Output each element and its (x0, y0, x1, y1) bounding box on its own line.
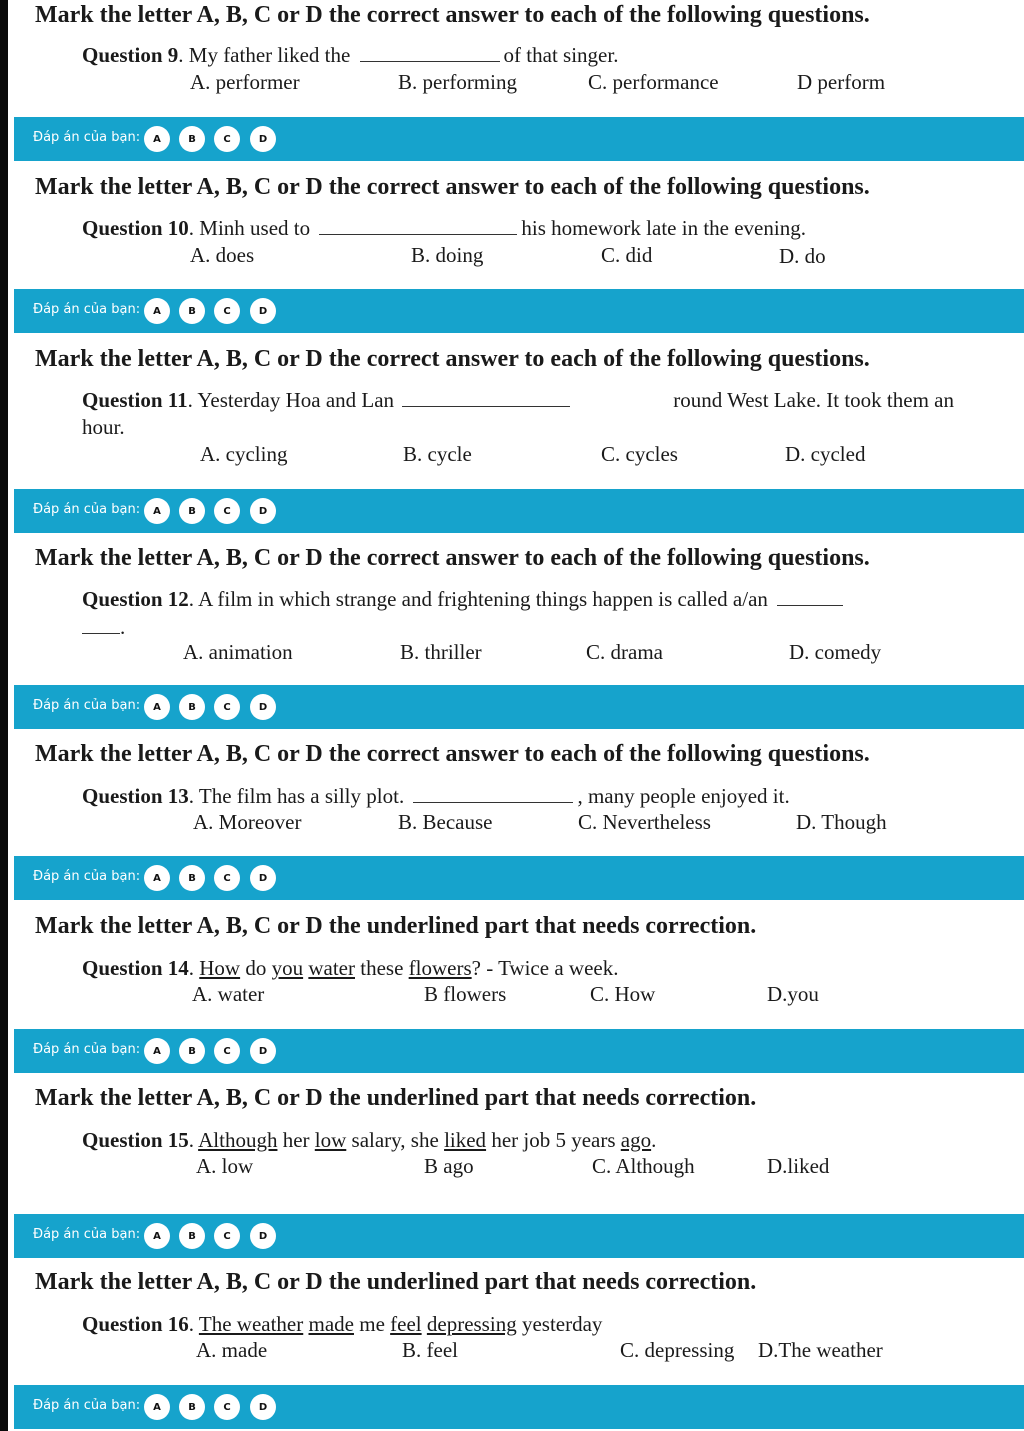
choice-d-button[interactable]: D (250, 694, 276, 720)
choice-d-button[interactable]: D (250, 298, 276, 324)
question-stem-end: , many people enjoyed it. (577, 784, 790, 808)
underlined-part: depressing (426, 1312, 517, 1336)
choice-c-button[interactable]: C (214, 694, 240, 720)
option-c: C. cycles (601, 442, 678, 466)
question-stem: . A film in which strange and frightening things happen is called a/an (188, 587, 768, 611)
choice-d-button[interactable]: D (250, 865, 276, 891)
instruction: Mark the letter A, B, C or D the underlined part that needs correction. (35, 1269, 757, 1295)
option-d: D. cycled (785, 442, 866, 466)
option-d: D perform (797, 70, 886, 94)
choice-c-button[interactable]: C (214, 1394, 240, 1420)
question-text (82, 216, 806, 241)
question-number: Question 10 (82, 216, 189, 240)
underlined-part: flowers (408, 956, 472, 980)
option-d: D. do (779, 244, 826, 268)
option-d: D.liked (767, 1154, 830, 1178)
question-word: these (360, 956, 404, 980)
question-stem: . Minh used to (188, 216, 311, 240)
answer-label: Đáp án của bạn: (33, 302, 141, 317)
question-word: her (282, 1128, 310, 1152)
answer-label: Đáp án của bạn: (33, 130, 141, 145)
answer-bar (14, 1214, 1024, 1258)
answer-label: Đáp án của bạn: (33, 869, 141, 884)
option-a: A. does (190, 243, 255, 267)
option-c: C. did (601, 243, 653, 267)
question-text: Question 15. Although her low salary, she liked her job 5 years ago. (82, 1128, 657, 1152)
underlined-part: Although (198, 1128, 278, 1152)
question-text: Question 14. How do you water these flowers? - Twice a week. (82, 956, 619, 980)
question-number: Question 11 (82, 388, 188, 412)
underlined-part: you (271, 956, 304, 980)
choice-b-button[interactable]: B (179, 298, 205, 324)
choice-b-button[interactable]: B (179, 1223, 205, 1249)
instruction: Mark the letter A, B, C or D the underlined part that needs correction. (35, 913, 757, 939)
choice-d-button[interactable]: D (250, 1394, 276, 1420)
choice-d-button[interactable]: D (250, 1223, 276, 1249)
answer-bar (14, 489, 1024, 533)
option-b: B. doing (411, 243, 484, 267)
option-a: A. made (196, 1338, 268, 1362)
question-stem: . Yesterday Hoa and Lan (187, 388, 395, 412)
answer-bar (14, 117, 1024, 161)
answer-bar (14, 289, 1024, 333)
question-stem-end: yesterday (521, 1312, 603, 1336)
answer-bar (14, 856, 1024, 900)
choice-c-button[interactable]: C (214, 498, 240, 524)
option-d: D. comedy (789, 640, 882, 664)
choice-a-button[interactable]: A (144, 865, 170, 891)
question-number: Question 9 (82, 43, 179, 67)
question-number: Question 16 (82, 1312, 189, 1336)
question-stem-end: ? - Twice a week. (471, 956, 619, 980)
question-text (82, 784, 790, 809)
choice-b-button[interactable]: B (179, 1038, 205, 1064)
option-a: A. cycling (200, 442, 288, 466)
option-a: A. animation (183, 640, 293, 664)
choice-b-button[interactable]: B (179, 126, 205, 152)
choice-a-button[interactable]: A (144, 298, 170, 324)
choice-d-button[interactable]: D (250, 1038, 276, 1064)
choice-d-button[interactable]: D (250, 498, 276, 524)
option-a: A. Moreover (193, 810, 302, 834)
instruction: Mark the letter A, B, C or D the underlined part that needs correction. (35, 1085, 757, 1111)
question-number: Question 15 (82, 1128, 189, 1152)
question-number: Question 13 (82, 784, 189, 808)
option-c: C. Although (592, 1154, 695, 1178)
option-b: B. performing (398, 70, 517, 94)
option-b: B. Because (398, 810, 493, 834)
answer-blank (402, 405, 570, 407)
choice-a-button[interactable]: A (144, 1394, 170, 1420)
option-b: B. feel (402, 1338, 458, 1362)
underlined-part: made (308, 1312, 354, 1336)
question-stem-end: . (651, 1128, 657, 1152)
option-d: D.you (767, 982, 819, 1006)
choice-b-button[interactable]: B (179, 498, 205, 524)
instruction: Mark the letter A, B, C or D the correct answer to each of the following questions. (35, 174, 870, 200)
instruction: Mark the letter A, B, C or D the correct answer to each of the following questions. (35, 346, 870, 372)
question-number: Question 14 (82, 956, 189, 980)
underlined-part: How (199, 956, 241, 980)
question-stem: . The film has a silly plot. (188, 784, 405, 808)
underlined-part: feel (390, 1312, 422, 1336)
choice-a-button[interactable]: A (144, 498, 170, 524)
left-edge (0, 0, 8, 1431)
answer-blank (777, 604, 843, 606)
question-word: salary, she (351, 1128, 439, 1152)
choice-d-button[interactable]: D (250, 126, 276, 152)
choice-c-button[interactable]: C (214, 865, 240, 891)
choice-a-button[interactable]: A (144, 1038, 170, 1064)
choice-a-button[interactable]: A (144, 694, 170, 720)
option-b: B. cycle (403, 442, 472, 466)
instruction: Mark the letter A, B, C or D the correct answer to each of the following questions. (35, 2, 870, 28)
choice-b-button[interactable]: B (179, 865, 205, 891)
question-stem-end: round West Lake. It took them an (673, 388, 954, 412)
question-text-continued (82, 615, 125, 640)
option-d: D.The weather (758, 1338, 883, 1362)
option-c: C. drama (586, 640, 663, 664)
option-c: C. depressing (620, 1338, 735, 1362)
choice-a-button[interactable]: A (144, 126, 170, 152)
answer-label: Đáp án của bạn: (33, 1042, 141, 1057)
question-stem-end: his homework late in the evening. (521, 216, 806, 240)
question-word: do (245, 956, 267, 980)
question-stem-end: . (120, 615, 126, 639)
question-stem-end: of that singer. (503, 43, 619, 67)
question-stem: . My father liked the (178, 43, 351, 67)
answer-label: Đáp án của bạn: (33, 502, 141, 517)
option-b: B. thriller (400, 640, 482, 664)
question-number: Question 12 (82, 587, 189, 611)
choice-c-button[interactable]: C (214, 1038, 240, 1064)
answer-blank (413, 801, 573, 803)
answer-blank (360, 60, 500, 62)
choice-b-button[interactable]: B (179, 694, 205, 720)
question-word: me (359, 1312, 385, 1336)
option-b: B ago (424, 1154, 474, 1178)
option-d: D. Though (796, 810, 887, 834)
question-text: Question 16. The weather made me feel depressing yesterday (82, 1312, 603, 1336)
choice-c-button[interactable]: C (214, 1223, 240, 1249)
answer-bar (14, 1029, 1024, 1073)
answer-blank-continued (82, 632, 120, 634)
underlined-part: low (314, 1128, 347, 1152)
question-text (82, 587, 847, 612)
choice-c-button[interactable]: C (214, 126, 240, 152)
question-text-continued: hour. (82, 415, 125, 439)
underlined-part: liked (444, 1128, 487, 1152)
answer-label: Đáp án của bạn: (33, 1398, 141, 1413)
option-a: A. water (192, 982, 265, 1006)
instruction: Mark the letter A, B, C or D the correct answer to each of the following questions. (35, 741, 870, 767)
option-a: A. performer (190, 70, 300, 94)
answer-bar (14, 685, 1024, 729)
answer-blank (319, 233, 517, 235)
instruction: Mark the letter A, B, C or D the correct answer to each of the following questions. (35, 545, 870, 571)
underlined-part: ago (620, 1128, 652, 1152)
choice-a-button[interactable]: A (144, 1223, 170, 1249)
underlined-part: water (308, 956, 355, 980)
option-a: A. low (196, 1154, 254, 1178)
option-c: C. How (590, 982, 656, 1006)
answer-bar (14, 1385, 1024, 1429)
question-word: her job 5 years (491, 1128, 616, 1152)
answer-label: Đáp án của bạn: (33, 698, 141, 713)
option-c: C. Nevertheless (578, 810, 711, 834)
question-text (82, 43, 618, 68)
option-c: C. performance (588, 70, 719, 94)
underlined-part: The weather (198, 1312, 304, 1336)
option-b: B flowers (424, 982, 507, 1006)
answer-label: Đáp án của bạn: (33, 1227, 141, 1242)
choice-c-button[interactable]: C (214, 298, 240, 324)
choice-b-button[interactable]: B (179, 1394, 205, 1420)
question-text (82, 388, 954, 413)
